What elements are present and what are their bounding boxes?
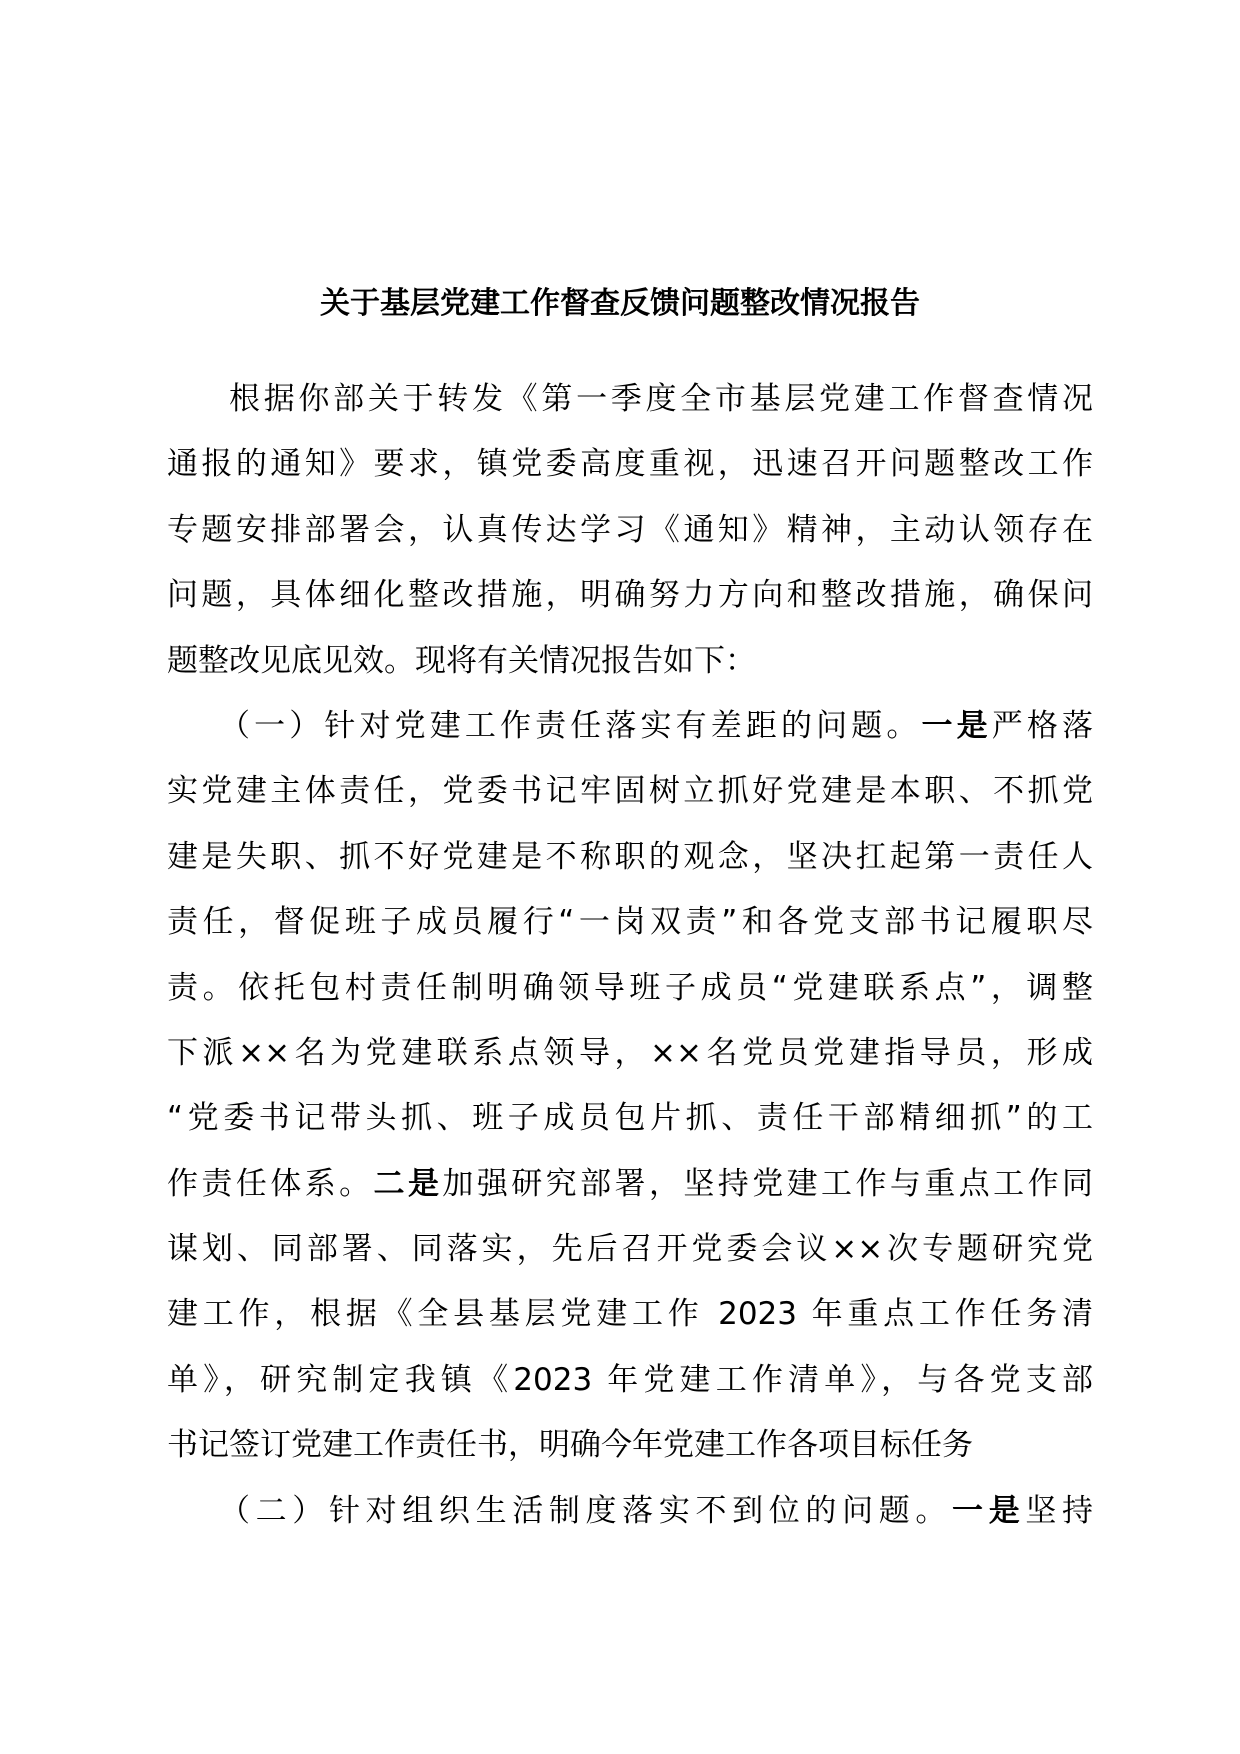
text-segment: 建工作，根据《全县基层党建工作 2023 年重点工作任务清	[167, 1296, 1093, 1333]
paragraph	[167, 367, 1093, 694]
text-segment: 严格落	[991, 707, 1093, 744]
text-line	[167, 367, 1093, 432]
document-body	[167, 367, 1093, 1544]
text-line	[167, 694, 1093, 759]
text-segment: 加强研究部署，坚持党建工作与重点工作同	[442, 1165, 1094, 1202]
text-segment: （二）针对组织生活制度落实不到位的问题。	[219, 1492, 953, 1529]
text-segment: 责。依托包村责任制明确领导班子成员“党建联系点”，调整	[167, 969, 1093, 1006]
text-line	[167, 1282, 1093, 1347]
document-title: 关于基层党建工作督查反馈问题整改情况报告	[320, 286, 920, 321]
text-segment: 谋划、同部署、同落实，先后召开党委会议××次专题研究党	[167, 1231, 1093, 1268]
text-segment: 题整改见底见效。现将有关情况报告如下：	[167, 642, 756, 679]
text-line	[167, 890, 1093, 955]
text-line	[167, 629, 1093, 694]
text-line	[167, 432, 1093, 497]
text-line	[167, 498, 1093, 563]
text-segment: 责任，督促班子成员履行“一岗双责”和各党支部书记履职尽	[167, 904, 1093, 941]
text-segment: “党委书记带头抓、班子成员包片抓、责任干部精细抓”的工	[167, 1100, 1093, 1137]
text-segment: （一）针对党建工作责任落实有差距的问题。	[219, 707, 922, 744]
text-line	[167, 956, 1093, 1021]
text-segment: 书记签订党建工作责任书，明确今年党建工作各项目标任务	[167, 1427, 973, 1464]
text-segment: 坚持	[1025, 1492, 1094, 1529]
text-line	[167, 1217, 1093, 1282]
text-line	[167, 1348, 1093, 1413]
text-segment: 问题，具体细化整改措施，明确努力方向和整改措施，确保问	[167, 577, 1093, 614]
text-segment: 建是失职、抓不好党建是不称职的观念，坚决扛起第一责任人	[167, 838, 1093, 875]
text-line	[167, 1413, 1093, 1478]
bold-keyword: 一是	[921, 707, 992, 744]
text-line	[167, 1086, 1093, 1151]
text-segment: 根据你部关于转发《第一季度全市基层党建工作督查情况	[229, 381, 1093, 417]
text-segment: 单》，研究制定我镇《2023 年党建工作清单》，与各党支部	[167, 1361, 1093, 1398]
text-segment: 通报的通知》要求，镇党委高度重视，迅速召开问题整改工作	[167, 446, 1093, 483]
text-segment: 下派××名为党建联系点领导，××名党员党建指导员，形成	[167, 1034, 1093, 1071]
text-segment: 专题安排部署会，认真传达学习《通知》精神，主动认领存在	[167, 511, 1093, 548]
text-line	[167, 825, 1093, 890]
text-line	[167, 563, 1093, 628]
text-segment: 实党建主体责任，党委书记牢固树立抓好党建是本职、不抓党	[167, 773, 1093, 810]
text-line	[167, 759, 1093, 824]
bold-keyword: 二是	[373, 1165, 443, 1202]
paragraph	[167, 1479, 1093, 1544]
text-line	[167, 1021, 1093, 1086]
text-line	[167, 1479, 1093, 1544]
text-segment: 作责任体系。	[167, 1165, 374, 1202]
text-line	[167, 1152, 1093, 1217]
bold-keyword: 一是	[952, 1492, 1026, 1529]
paragraph	[167, 694, 1093, 1479]
